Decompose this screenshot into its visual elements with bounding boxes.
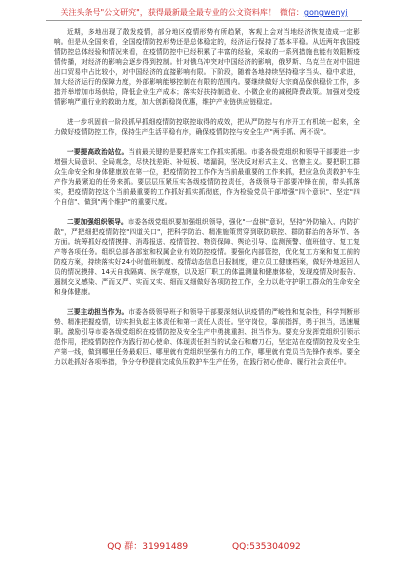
paragraph-3 xyxy=(54,147,360,207)
wechat-id-link[interactable]: gongwenyj xyxy=(303,8,348,17)
paragraph-text: 进一步巩固前一阶段抓早抓细疫情防控联控取得的成效，把从严防控与有序开工有机统一起来，全力做好疫情防控工作，保持生产生活平稳有序，确保疫情防控与安全生产"两手抓、两不误"。 xyxy=(54,118,360,136)
paragraph-2 xyxy=(54,117,360,137)
qq-number: QQ:535304092 xyxy=(232,542,301,552)
paragraph-heading: 一要提高政治站位。 xyxy=(67,148,129,156)
paragraph-5 xyxy=(54,307,360,367)
promo-text: 关注头条号"公文研究"，获得最新最全最专业的公文资料库！ xyxy=(60,8,276,17)
paragraph-text: 当前最关键的是要把落实工作抓实抓细。市委各级党组织和领导干部要进一步增强大局意识、全局观念，尽快找差距、补短板、堵漏洞，坚决反对形式主义、官僚主义。要把职工群众生命安全和身体健康放在第一位，把疫情防控工作作为当前最重要的工作来抓，把应急负责救护车生产作为最紧迫的任务来抓。要层层压紧压实各级疫情防控责任，各级领导干部要冲锋在前，带头抓落实，把疫情防控这个当前最重要的工作抓好抓实抓彻底，作为检验党员干部增强"四个意识"、坚定"四个自信"、做到"两个维护"的重要尺度。 xyxy=(54,148,360,206)
paragraph-1 xyxy=(54,27,360,107)
promo-header xyxy=(0,8,408,18)
paragraph-heading: 三要主动担当作为。 xyxy=(67,308,129,316)
qq-group-number: QQ 群：31991489 xyxy=(107,542,189,552)
paragraph-heading: 二要加强组织领导。 xyxy=(67,218,128,226)
paragraph-4 xyxy=(54,217,360,297)
wechat-label: 微信： xyxy=(279,8,304,17)
paragraph-text: 市委各级党组织要加强组织领导，强化"一盘棋"意识，坚持"外防输入、内防扩散"，严把细把疫情防控"四道关口"，把科学防治、精准施策贯穿到联防联控、群防群治的各环节、各方面。统筹抓好疫情摸排、消毒报送、疫情管控、物资保障、舆论引导、监测预警、值班值守、复工复产等各项任务。组织总部各部室和权属企业有效防控疫情。要强化内部管控，优化复工方案和复工前的防疫方案，持续落实好24小时值班制度、疫情动态信息日报制度，建立员工健康档案，做好外地返回人员的情况摸排、14天自我隔离、医学观察，以及返厂职工的体温测量和健康体检，发现疫情及时报告、遏制交叉感染、严而又严、实而又实、细而又细做好各项防控工作，全力以赴守护职工群众的生命安全和身体健康。 xyxy=(54,218,361,296)
contact-footer xyxy=(0,539,408,552)
paragraph-text: 近期，多地出现了散发疫情，部分地区疫情形势有所趋紧，客观上会对当地经济恢复造成一定影响。但是从全国来看，全国疫情防控形势还是总体稳定的，经济运行保持了基本平稳。从近两年我国疫情防控总体经验和情况来看，在疫情防控中已经积累了丰富的经验，采取的一系列措施也能有效阻断疫情传播，对经济的影响会逐步得到控制。针对俄乌冲突对中国经济的影响，俄罗斯、乌克兰在对中国进出口贸易中占比较小，对中国经济的直接影响有限。下阶段，随着各地持续坚持稳字当头、稳中求进，加大经济运行的保障力度，外部影响能够控制在有限的范围内。要继续做好大宗商品保供稳价工作，多措并举增加市场供给，降低企业生产成本；落实好扶持制造业、小微企业的减税降费政策。加强对受疫情影响严重行业的救助力度，加大创新稳岗优惠，维护产业链供应链稳定。 xyxy=(54,28,360,106)
document-body xyxy=(54,27,360,377)
paragraph-text: 市委各级领导班子和领导干部要深刻认识疫情的严峻性和复杂性，科学判断形势、精准把握疫情，切实担负起主体责任和第一责任人责任。坚守岗位，靠前指挥，勇于担当，迅速履职。激励引导市委各级党组织在疫情防控及安全生产中勇挑重担、担当作为。要充分发挥党组织引领示范作用，把疫情防控作为践行初心使命、体现责任担当的试金石和磨刀石，坚定站在疫情防控及安全生产第一线，做到哪里任务最艰巨、哪里就有党组织坚强有力的工作，哪里就有党员当先锋作表率。要全力以赴抓好各项举措，争分夺秒提前完成负压救护车生产任务，在践行初心使命、履行社会责任中。 xyxy=(54,308,360,366)
header-divider xyxy=(46,20,362,21)
